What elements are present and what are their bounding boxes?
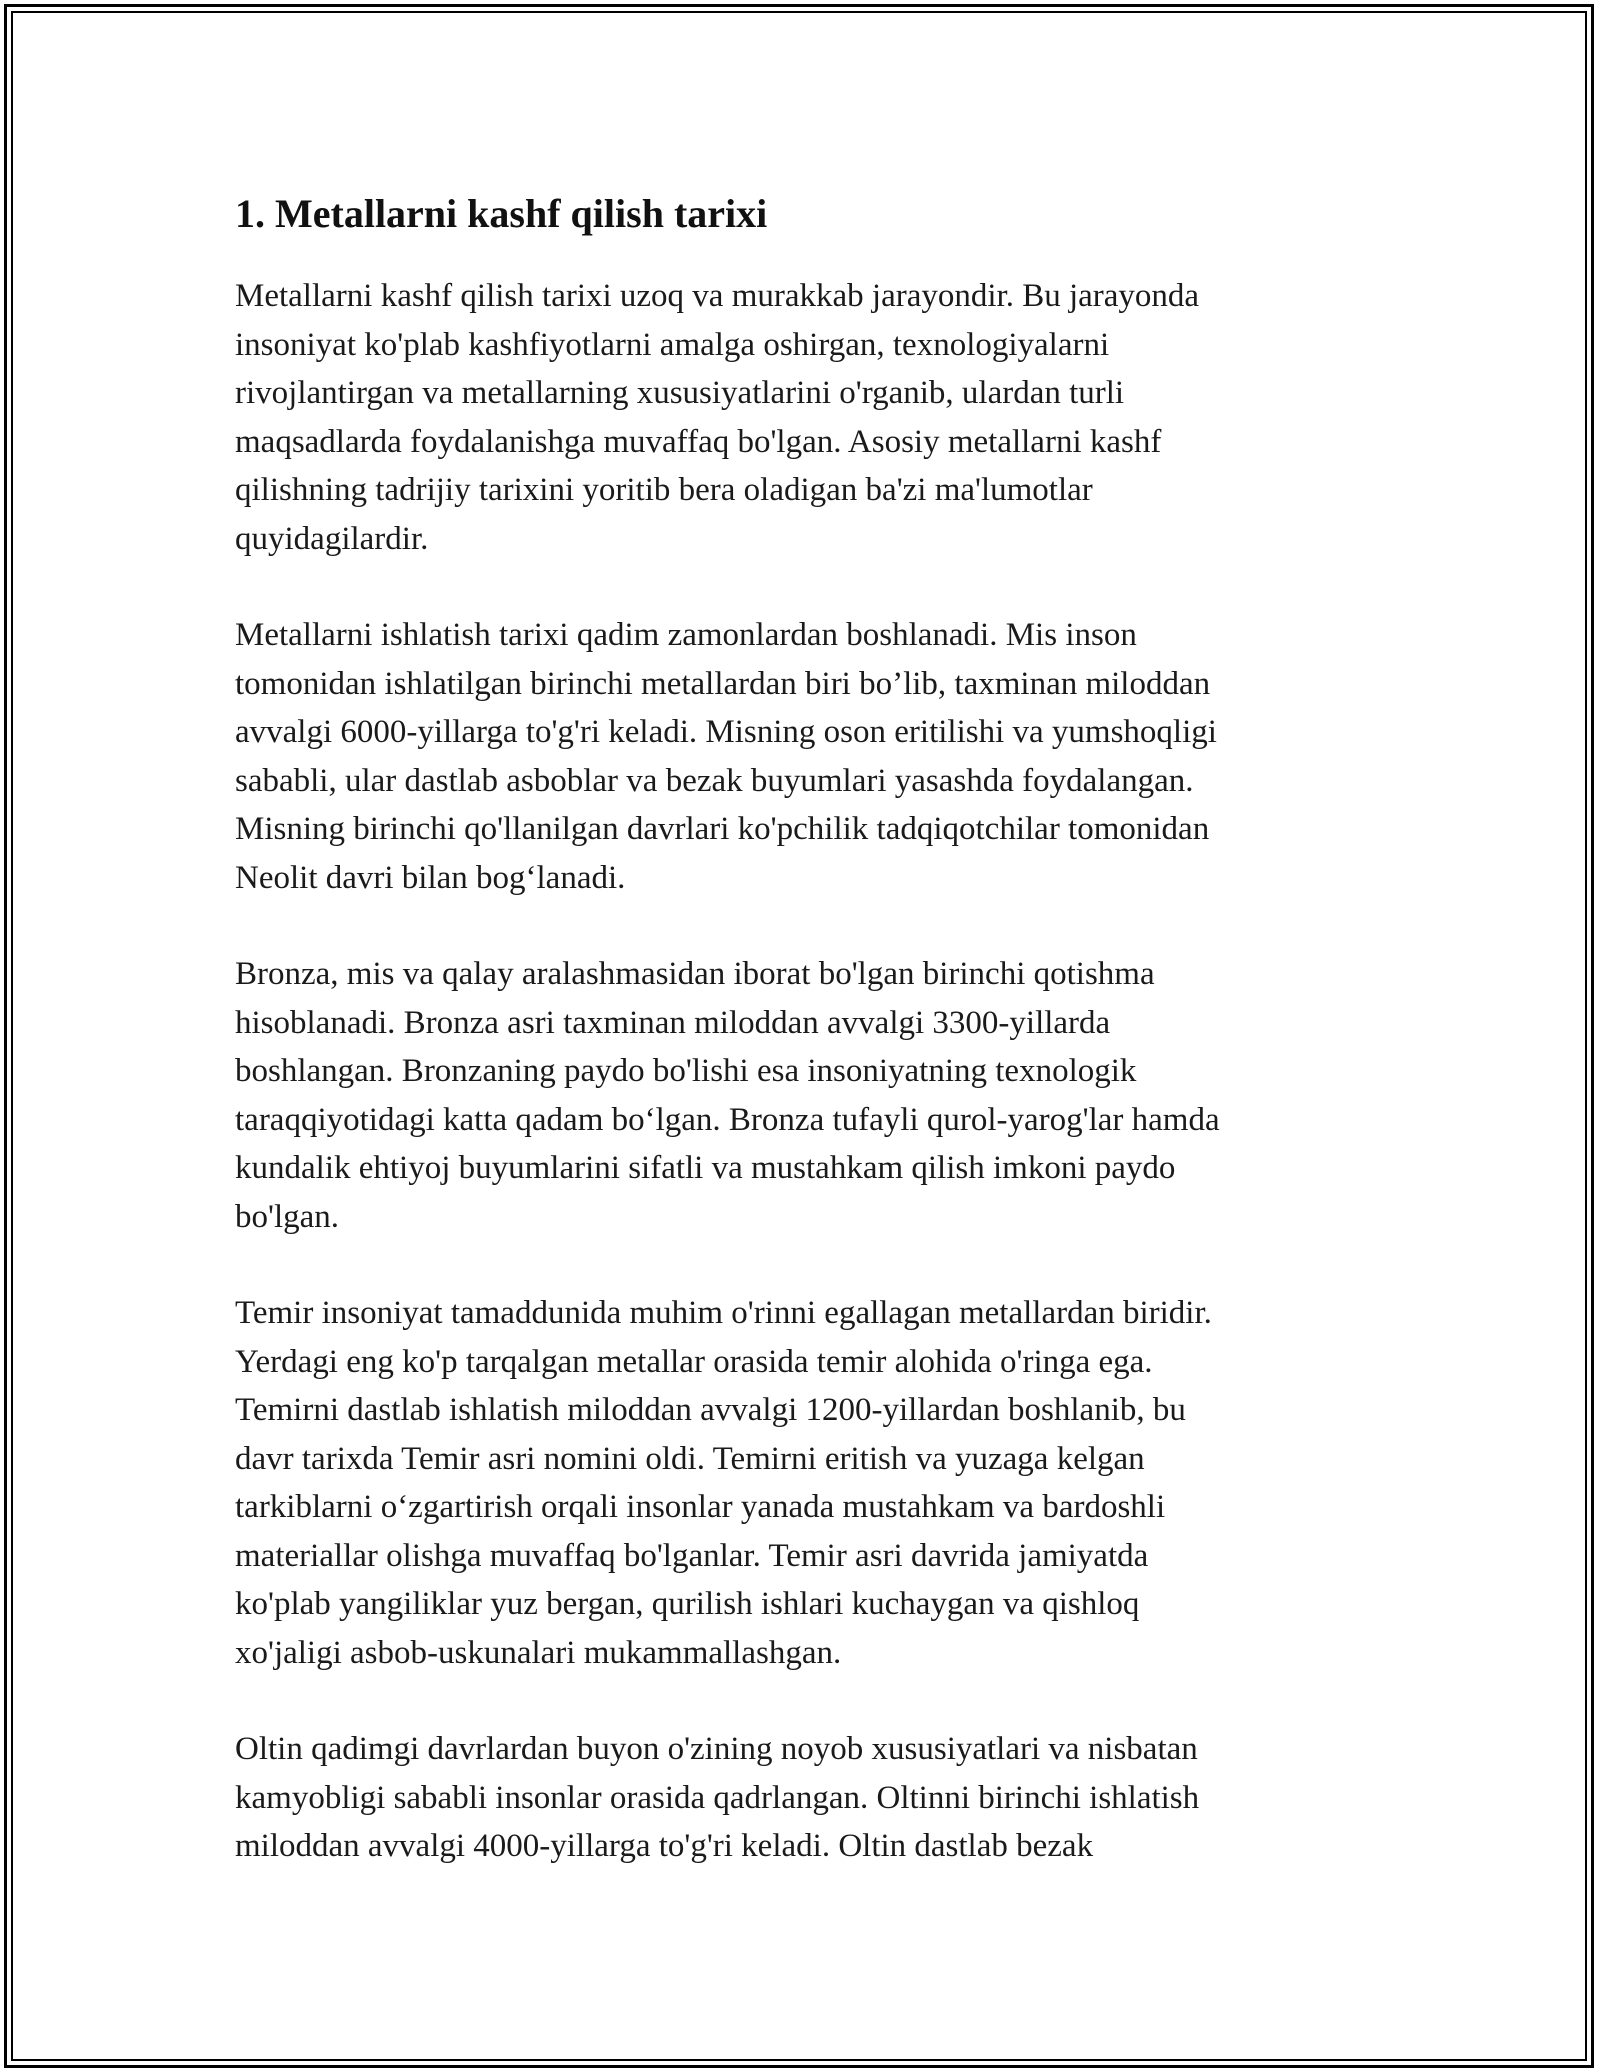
document-body bbox=[235, 186, 1365, 1919]
paragraph-copper: Metallarni ishlatish tarixi qadim zamonlardan boshlanadi. Mis inson tomonidan ishlatilgan birinchi metallardan biri bo’lib, taxminan miloddan avvalgi 6000-yillarga to'g'ri keladi. Misning oson eritilishi va yumshoqligi sababli, ular dastlab asboblar va bezak buyumlari yasashda foydalangan. Misning birinchi qo'llanilgan davrlari ko'pchilik tadqiqotchilar tomonidan Neolit davri bilan bog‘lanadi. bbox=[235, 617, 1217, 896]
paragraph-intro: Metallarni kashf qilish tarixi uzoq va murakkab jarayondir. Bu jarayonda insoniyat ko'plab kashfiyotlarni amalga oshirgan, texnologiyalarni rivojlantirgan va metallarning xususiyatlarini o'rganib, ulardan turli maqsadlarda foydalanishga muvaffaq bo'lgan. Asosiy metallarni kashf qilishning tadrijiy tarixini yoritib bera oladigan ba'zi ma'lumotlar quyidagilardir. bbox=[235, 278, 1200, 557]
paragraph-iron: Temir insoniyat tamaddunida muhim o'rinni egallagan metallardan biridir. Yerdagi eng ko'p tarqalgan metallar orasida temir alohida o'ringa ega. Temirni dastlab ishlatish miloddan avvalgi 1200-yillardan boshlanib, bu davr tarixda Temir asri nomini oldi. Temirni eritish va yuzaga kelgan tarkiblarni o‘zgartirish orqali insonlar yanada mustahkam va bardoshli materiallar olishga muvaffaq bo'lganlar. Temir asri davrida jamiyatda ko'plab yangiliklar yuz bergan, qurilish ishlari kuchaygan va qishloq xo'jaligi asbob-uskunalari mukammallashgan. bbox=[235, 1295, 1212, 1671]
section-heading: 1. Metallarni kashf qilish tarixi bbox=[235, 191, 768, 236]
paragraph-gold: Oltin qadimgi davrlardan buyon o'zining noyob xususiyatlari va nisbatan kamyobligi sababli insonlar orasida qadrlangan. Oltinni birinchi ishlatish miloddan avvalgi 4000-yillarga to'g'ri keladi. Oltin dastlab bezak bbox=[235, 1731, 1200, 1864]
paragraph-bronze: Bronza, mis va qalay aralashmasidan iborat bo'lgan birinchi qotishma hisoblanadi. Bronza asri taxminan miloddan avvalgi 3300-yillarda boshlangan. Bronzaning paydo bo'lishi esa insoniyatning texnologik taraqqiyotidagi katta qadam bo‘lgan. Bronza tufayli qurol-yarog'lar hamda kundalik ehtiyoj buyumlarini sifatli va mustahkam qilish imkoni paydo bo'lgan. bbox=[235, 956, 1220, 1235]
